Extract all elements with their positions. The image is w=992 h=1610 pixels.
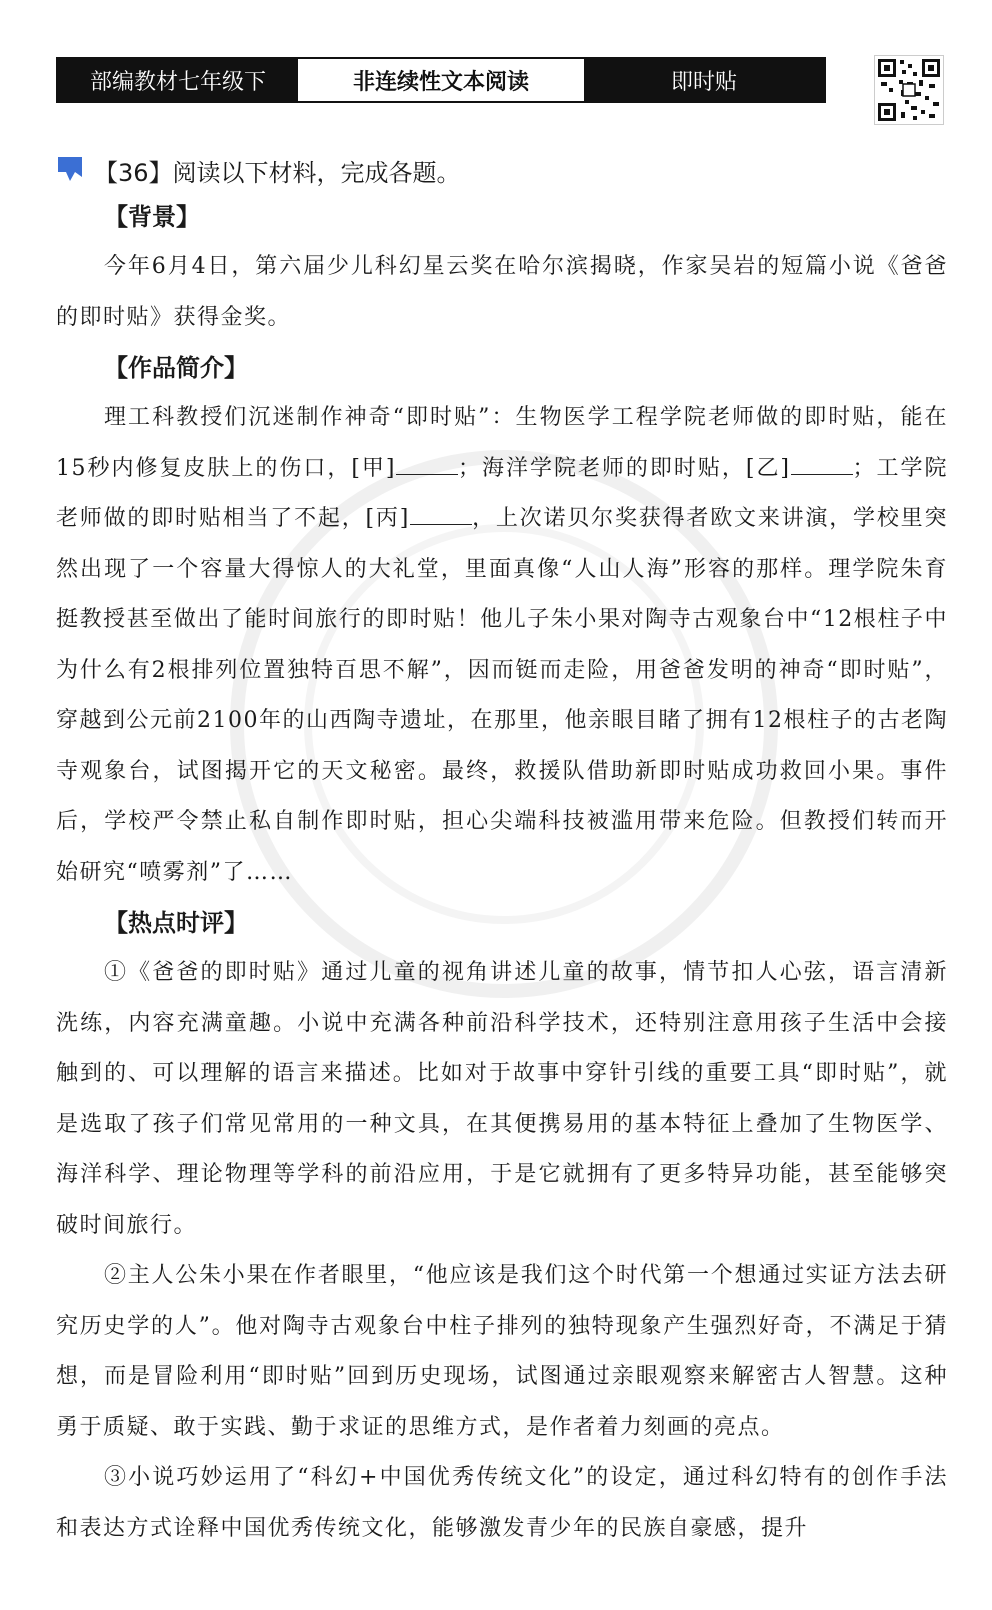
qr-code-icon [874,55,944,125]
section-heading-intro: 【作品简介】 [104,354,248,382]
document-body [56,148,948,1554]
section-heading-commentary: 【热点时评】 [104,909,248,937]
blank-label-yi: [乙] [745,455,791,481]
paragraph-commentary-2: ②主人公朱小果在作者眼里，“他应该是我们这个时代第一个想通过实证方法去研究历史学的人”。他对陶寺古观象台中柱子排列的独特现象产生强烈好奇，不满足于猜想，而是冒险利用“即时贴”回到历史现场，试图通过亲眼观察来解密古人智慧。这种勇于质疑、敢于实践、勤于求证的思维方式，是作者着力刻画的亮点。 [56,1263,948,1440]
intro-text-4: ，上次诺贝尔奖获得者欧文来讲演，学校里突然出现了一个容量大得惊人的大礼堂，里面真像“人山人海”形容的那样。理学院朱育挺教授甚至做出了能时间旅行的即时贴！他儿子朱小果对陶寺古观象台中“12根柱子中为什么有2根排列位置独特百思不解”，因而铤而走险，用爸爸发明的神奇“即时贴”，穿越到公元前2100年的山西陶寺遗址，在那里，他亲眼目睹了拥有12根柱子的古老陶寺观象台，试图揭开它的天文秘密。最终，救援队借助新即时贴成功救回小果。事件后，学校严令禁止私自制作即时贴，担心尖端科技被滥用带来危险。但教授们转而开始研究“喷雾剂”了…… [56,506,948,885]
paragraph-intro [56,393,948,898]
blank-line-bing [410,504,472,525]
blank-line-jia [396,454,458,475]
header-topic-label: 非连续性文本阅读 [298,59,584,101]
paragraph-commentary-3: ③小说巧妙运用了“科幻+中国优秀传统文化”的设定，通过科幻特有的创作手法和表达方式诠释中国优秀传统文化，能够激发青少年的民族自豪感，提升 [56,1465,948,1541]
intro-text-2: ；海洋学院老师的即时贴， [458,455,746,481]
question-heading [56,148,948,192]
blank-label-jia: [甲] [351,455,397,481]
blank-label-bing: [丙] [365,506,410,531]
bookmark-icon [56,155,86,185]
question-title: 【36】阅读以下材料，完成各题。 [94,158,461,187]
paragraph-background: 今年6月4日，第六届少儿科幻星云奖在哈尔滨揭晓，作家吴岩的短篇小说《爸爸的即时贴》获得金奖。 [56,254,948,330]
header-title-label: 即时贴 [584,59,824,101]
intro-text-1: 理工科教授们沉迷制作神奇“即时贴”：生物医学工程学院老师做的即时贴，能在15秒内修复皮肤上的伤口， [56,405,948,481]
section-heading-background: 【背景】 [104,203,200,231]
header-bar [56,57,826,103]
blank-line-yi [791,454,853,475]
intro-text-3: ；工学院老师做的即时贴相当了不起， [56,455,948,531]
header-grade-label: 部编教材七年级下 [58,59,298,101]
paragraph-commentary-1: ①《爸爸的即时贴》通过儿童的视角讲述儿童的故事，情节扣人心弦，语言清新洗练，内容充满童趣。小说中充满各种前沿科学技术，还特别注意用孩子生活中会接触到的、可以理解的语言来描述。比如对于故事中穿针引线的重要工具“即时贴”，就是选取了孩子们常见常用的一种文具，在其便携易用的基本特征上叠加了生物医学、海洋科学、理论物理等学科的前沿应用，于是它就拥有了更多特异功能，甚至能够突破时间旅行。 [56,960,948,1238]
